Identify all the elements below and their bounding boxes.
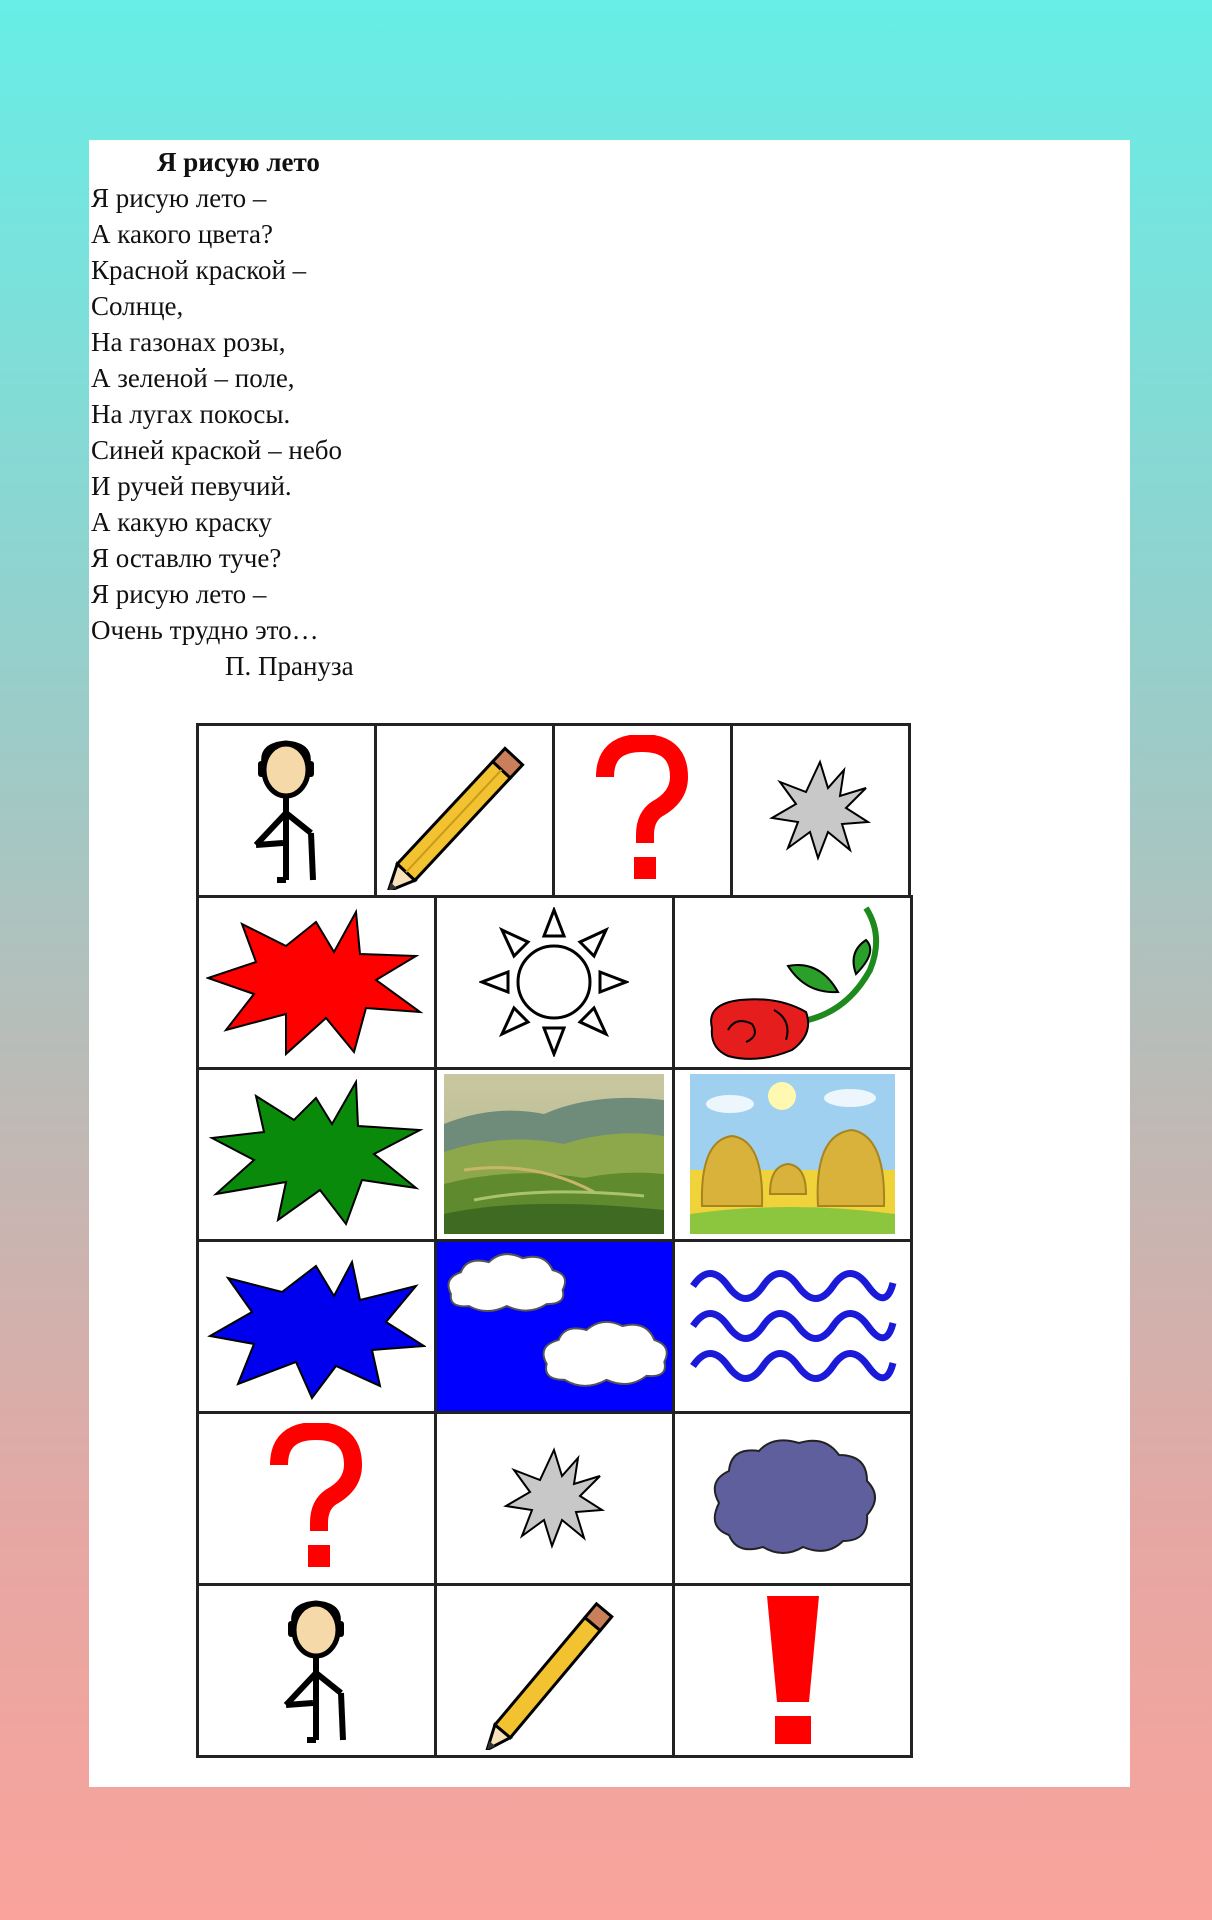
pictogram-grid xyxy=(197,724,913,1756)
pictogram-cell xyxy=(672,1583,913,1758)
pictogram-cell xyxy=(672,895,913,1070)
poem-author: П. Прануза xyxy=(225,651,354,681)
poem-line: Я рисую лето – xyxy=(91,579,267,609)
pictogram-cell xyxy=(672,1239,913,1414)
haystacks-picture xyxy=(690,1074,895,1234)
poem-line: Синей краской – небо xyxy=(91,435,343,465)
question-mark-icon xyxy=(587,735,697,885)
poem-line: И ручей певучий. xyxy=(91,471,292,501)
exclamation-mark-icon xyxy=(753,1590,833,1750)
blue-burst-icon xyxy=(206,1251,426,1401)
sun-icon xyxy=(479,907,629,1057)
poem-line: А какую краску xyxy=(91,507,272,537)
storm-cloud-icon xyxy=(703,1433,883,1563)
worksheet-page xyxy=(89,140,1130,1787)
pictogram-row xyxy=(197,1412,913,1584)
person-icon xyxy=(261,1595,371,1745)
poem-line: Я оставлю туче? xyxy=(91,543,282,573)
pictogram-row xyxy=(197,896,913,1068)
pictogram-row xyxy=(197,1240,913,1412)
question-mark-icon xyxy=(261,1423,371,1573)
poem-line: А зеленой – поле, xyxy=(91,363,295,393)
sky-clouds-picture xyxy=(437,1242,672,1410)
poem-title: Я рисую лето xyxy=(157,147,320,177)
pictogram-cell xyxy=(196,895,437,1070)
pictogram-cell xyxy=(434,1583,675,1758)
red-burst-icon xyxy=(206,907,426,1057)
pictogram-cell xyxy=(196,1239,437,1414)
rose-icon xyxy=(688,900,898,1065)
person-icon xyxy=(231,735,341,885)
green-burst-icon xyxy=(206,1079,426,1229)
pictogram-cell xyxy=(730,723,911,898)
pictogram-cell xyxy=(672,1411,913,1586)
pencil-icon xyxy=(379,730,549,890)
pictogram-cell xyxy=(434,895,675,1070)
poem-line: А какого цвета? xyxy=(91,219,273,249)
poem-line: На лугах покосы. xyxy=(91,399,291,429)
pictogram-cell xyxy=(196,1067,437,1242)
poem-line: Красной краской – xyxy=(91,255,307,285)
pictogram-cell xyxy=(552,723,733,898)
poem-line: На газонах розы, xyxy=(91,327,286,357)
pictogram-cell xyxy=(434,1067,675,1242)
gray-burst-icon xyxy=(499,1443,609,1553)
poem xyxy=(91,144,354,684)
pictogram-row xyxy=(197,724,913,896)
poem-line: Очень трудно это… xyxy=(91,615,319,645)
gray-burst-icon xyxy=(765,755,875,865)
pictogram-row xyxy=(197,1584,913,1756)
poem-line: Я рисую лето – xyxy=(91,183,267,213)
pictogram-row xyxy=(197,1068,913,1240)
pencil-icon xyxy=(464,1590,644,1750)
pictogram-cell xyxy=(374,723,555,898)
pictogram-cell xyxy=(672,1067,913,1242)
pictogram-cell xyxy=(434,1411,675,1586)
pictogram-cell xyxy=(196,1411,437,1586)
poem-line: Солнце, xyxy=(91,291,184,321)
field-picture xyxy=(444,1074,664,1234)
stream-waves-icon xyxy=(688,1261,898,1391)
pictogram-cell xyxy=(196,1583,437,1758)
pictogram-cell xyxy=(196,723,377,898)
pictogram-cell xyxy=(434,1239,675,1414)
